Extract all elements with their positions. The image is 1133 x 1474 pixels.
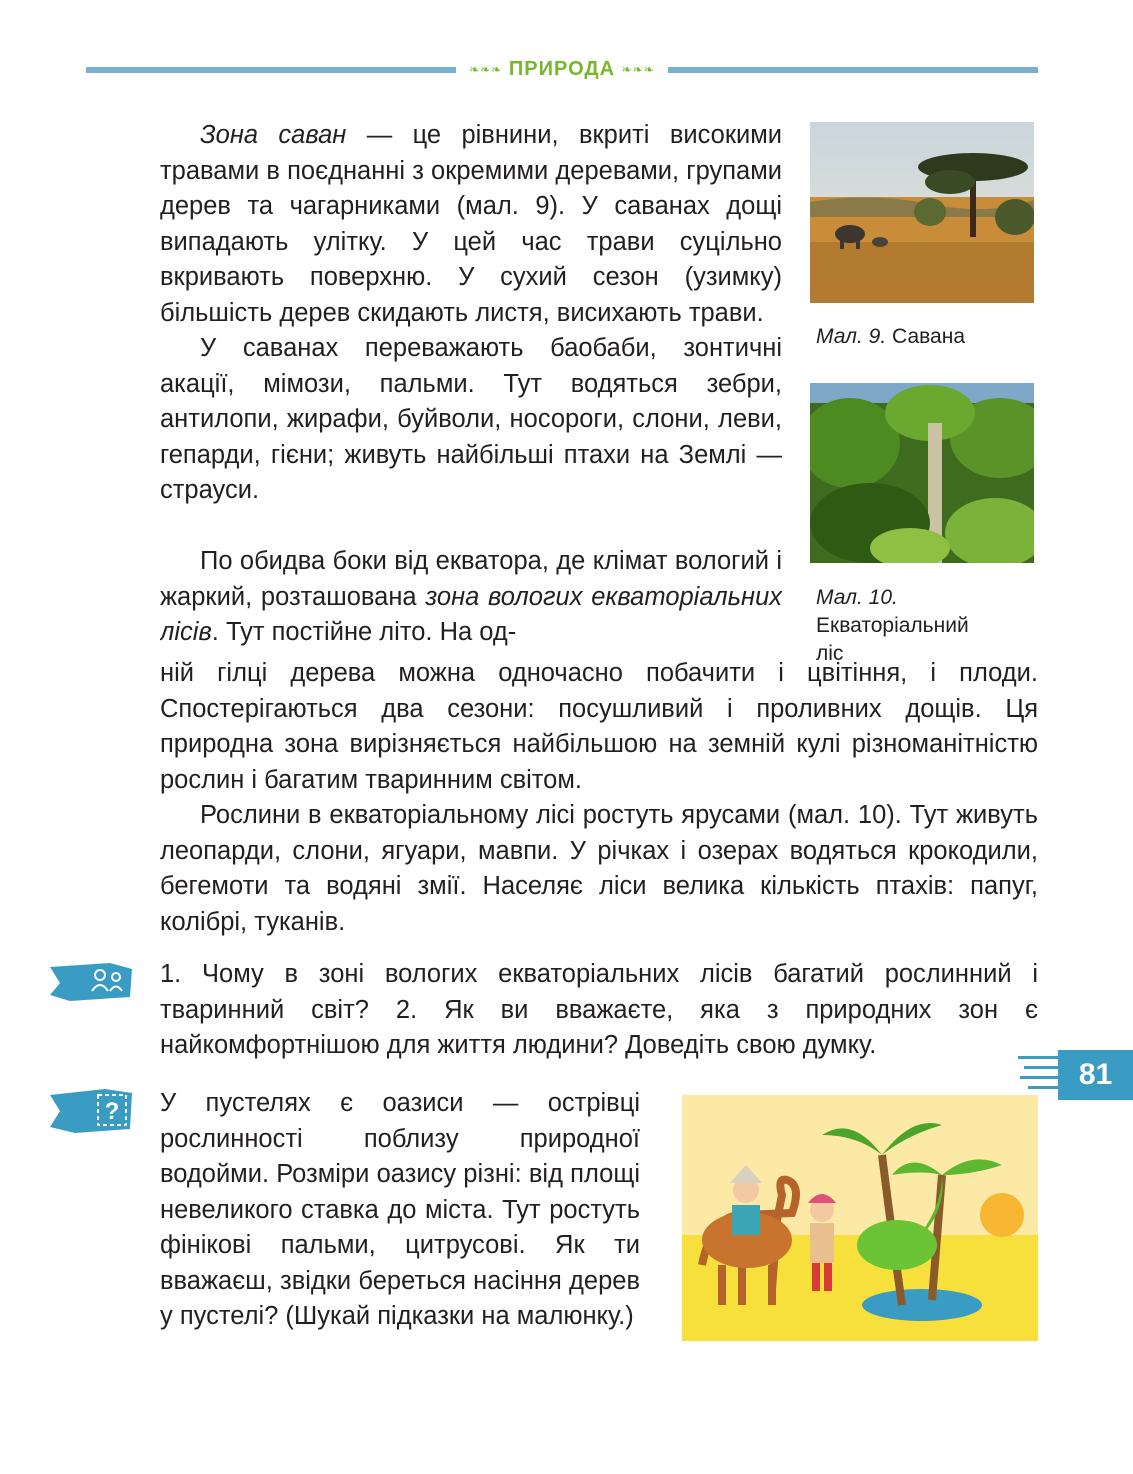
section-title-text: ПРИРОДА [508,58,616,80]
rainforest-text-wide [160,656,1038,940]
leaf-ornament-icon: ❧❧❧ [469,62,503,77]
figure-10-caption [816,584,976,668]
term-rainforest: зона вологих екваторіальних лісів [160,582,782,646]
question-box-icon [50,1089,132,1133]
discussion-text: 1. Чому в зоні вологих екваторіальних лісів багатий рослинний і тваринний світ? 2. Як ви вважаєте, яка з природних зон є найкомфортнішою для життя людини? Доведіть свою думку. [160,960,1038,1059]
rainforest-illustration [810,383,1034,563]
figure-10-text: Екваторіальний ліс [816,614,969,665]
rainforest-photo [810,383,1034,563]
leaf-ornament-icon: ❧❧❧ [621,62,655,77]
question-text: У пустелях є оазиси — острівці рослинності поблизу природної водойми. Розміри оазису різні: від площі невеликого ставка до міста. Тут ростуть фінікові пальми, цитрусові. Як ти вважаєш, звідки береться насіння дерев у пустелі? (Шукай підказки на малюнку.) [160,1089,640,1330]
paragraph-rainforest-cont: ній гілці дерева можна одночасно побачити і цвітіння, і плоди. Спостерігаються два сезони: посушливий і проливних дощів. Ця природна зона вирізняється найбільшою на земній кулі різноманітністю рослин і багатим тваринним світом. [160,659,1038,794]
savanna-photo [810,122,1034,303]
section-title [86,56,1038,83]
rainforest-text-top [160,544,782,651]
group-discussion-icon [50,963,132,1001]
svg-text:?: ? [104,1098,120,1125]
paragraph-rainforest-start: По обидва боки від екватора, де клімат вологий і жаркий, розташована зона вологих екваторіальних лісів. Тут постійне літо. На од- [160,547,782,646]
page-number: 81 [1058,1050,1133,1100]
term-savanna: Зона саван [200,121,347,149]
main-text-narrow [160,118,782,509]
figure-9-label: Мал. 9. [816,325,887,348]
paragraph-rainforest-layers: Рослини в екваторіальному лісі ростуть ярусами (мал. 10). Тут живуть леопарди, слони, ягуари, мавпи. У річках і озерах водяться крокодили, бегемоти та водяні змії. Населяє ліси велика кількість птахів: папуг, колібрі, туканів. [160,801,1038,936]
paragraph-savanna-fauna: У саванах переважають баобаби, зонтичні акації, мімози, пальми. Тут водяться зебри, антилопи, жирафи, буйволи, носороги, слони, леви, гепарди, гієни; живуть найбільші птахи на Землі — страуси. [160,334,782,504]
paragraph-savanna: Зона саван — це рівнини, вкриті високими травами в поєднанні з окремими деревами, групами дерев та чагарниками (мал. 9). У саванах дощі випадають улітку. У цей час трави суцільно вкривають поверхню. У сухий сезон (узимку) більшість дерев скидають листя, висихають трави. [160,121,783,327]
page-number-tab [1018,1050,1133,1100]
figure-9-caption [816,323,1036,351]
savanna-illustration [810,122,1034,303]
figure-10-label: Мал. 10. [816,586,898,609]
oasis-illustration [682,1095,1038,1341]
figure-9-text: Савана [886,325,965,348]
page-header [86,56,1038,82]
